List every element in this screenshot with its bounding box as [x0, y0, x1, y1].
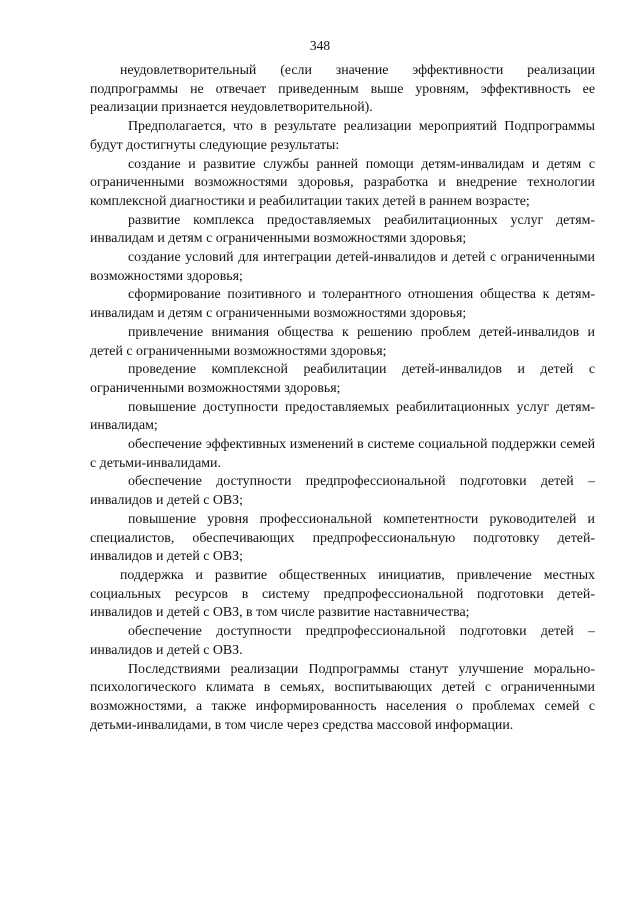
result-item-rehab-services-complex: развитие комплекса предоставляемых реабилитационных услуг детям-инвалидам и детям с ограниченными возможностями здоровья; [90, 212, 595, 247]
result-item-early-help-service: создание и развитие службы ранней помощи детям-инвалидам и детям с ограниченными возможностями здоровья, разработка и внедрение технологии комплексной диагностики и реабилитации таких детей в раннем возрасте; [90, 156, 595, 209]
result-item-integration-conditions: создание условий для интеграции детей-инвалидов и детей с ограниченными возможностями здоровья; [90, 250, 595, 284]
page-number: 348 [309, 38, 331, 53]
result-item-rehab-accessibility: повышение доступности предоставляемых реабилитационных услуг детям-инвалидам; [90, 399, 595, 434]
result-item-public-attention: привлечение внимания общества к решению проблем детей-инвалидов и детей с ограниченными возможностями здоровья; [90, 324, 595, 359]
result-item-social-support-changes: обеспечение эффективных изменений в системе социальной поддержки семей с детьми-инвалидами. [90, 437, 595, 471]
result-item-staff-competence: повышение уровня профессиональной компетентности руководителей и специалистов, обеспечивающих предпрофессиональную подготовку детей-инвалидов и детей с ОВЗ; [90, 511, 595, 565]
paragraph-consequences: Последствиями реализации Подпрограммы станут улучшение морально-психологического климата в семьях, воспитывающих детей с ограниченными возможностями, а также информированность населения о проблемах семей с детьми-инвалидами, в том числе через средства массовой информации. [90, 661, 595, 733]
result-item-tolerant-attitude: сформирование позитивного и толерантного отношения общества к детям-инвалидам и детям с ограниченными возможностями здоровья; [90, 287, 595, 322]
document-body [90, 62, 595, 735]
result-item-public-initiatives: поддержка и развитие общественных инициатив, привлечение местных социальных ресурсов в систему предпрофессиональной подготовки детей-инвалидов и детей с ОВЗ, в том числе развитие наставничества; [90, 567, 595, 621]
result-item-complex-rehabilitation: проведение комплексной реабилитации детей-инвалидов и детей с ограниченными возможностями здоровья; [90, 362, 595, 396]
paragraph-efficiency-conclusion: неудовлетворительный (если значение эффективности реализации подпрограммы не отвечает приведенным выше уровням, эффективность ее реализации признается неудовлетворительной). [90, 63, 595, 116]
result-item-preprofessional-access-2: обеспечение доступности предпрофессиональной подготовки детей – инвалидов и детей с ОВЗ. [90, 624, 595, 658]
paragraph-expected-results-intro: Предполагается, что в результате реализации мероприятий Подпрограммы будут достигнуты следующие результаты: [90, 119, 595, 153]
result-item-preprofessional-access-1: обеспечение доступности предпрофессиональной подготовки детей – инвалидов и детей с ОВЗ; [90, 474, 595, 509]
